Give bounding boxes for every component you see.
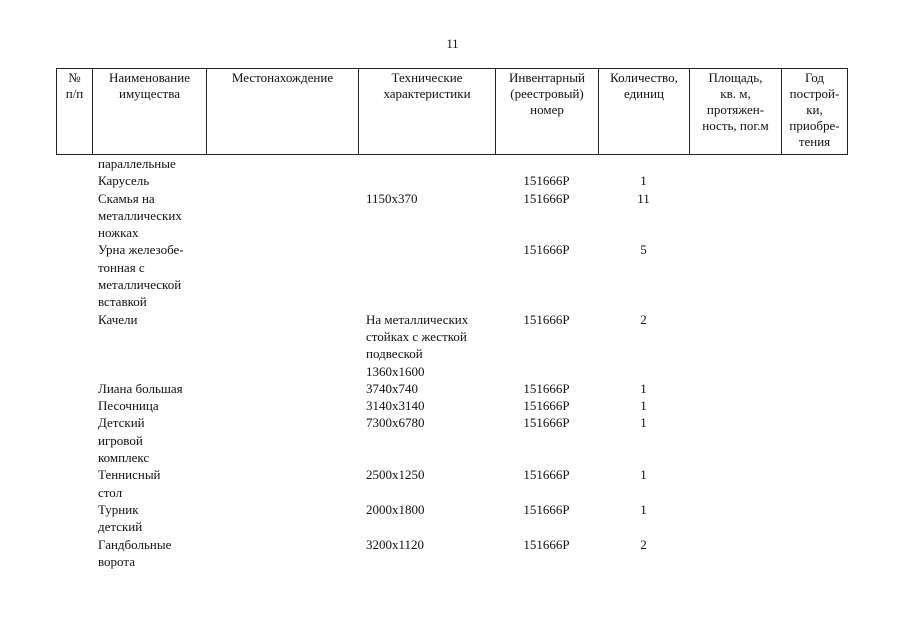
item-inventory: 151666Р <box>523 380 570 396</box>
item-inventory: 151666Р <box>523 242 570 258</box>
table-row <box>56 397 847 414</box>
item-specs: 2500х1250 <box>366 467 425 483</box>
item-specs: 3140х3140 <box>366 398 425 414</box>
item-quantity: 1 <box>640 398 647 414</box>
item-specs: 3200х1120 <box>366 536 425 552</box>
item-inventory <box>495 155 598 172</box>
item-name: Качели <box>98 311 138 327</box>
header-number: № п/п <box>57 69 93 155</box>
item-inventory: 151666Р <box>523 173 570 189</box>
page-number: 11 <box>446 37 459 51</box>
table-row <box>56 501 847 536</box>
table-row <box>56 311 847 380</box>
item-inventory: 151666Р <box>523 415 570 431</box>
table-row <box>56 190 847 242</box>
item-specs: 7300х6780 <box>366 415 425 431</box>
header-area: Площадь, кв. м, протяжен- ность, пог.м <box>690 69 782 155</box>
item-name: Карусель <box>98 173 150 189</box>
table-row <box>56 414 847 466</box>
header-year: Год построй- ки, приобре- тения <box>782 69 848 155</box>
item-name: Турник детский <box>98 501 143 535</box>
header-name: Наименование имущества <box>93 69 207 155</box>
header-location: Местонахождение <box>207 69 359 155</box>
table-header <box>56 68 848 155</box>
item-name: Песочница <box>98 398 159 414</box>
item-quantity: 2 <box>640 311 647 327</box>
item-specs: 1150х370 <box>366 190 418 206</box>
item-name: Скамья на металлических ножках <box>98 190 182 241</box>
table-row <box>56 172 847 189</box>
item-quantity: 1 <box>640 173 647 189</box>
item-quantity: 11 <box>637 190 650 206</box>
header-quantity: Количество, единиц <box>599 69 690 155</box>
table-body <box>56 155 847 570</box>
item-inventory: 151666Р <box>523 398 570 414</box>
item-inventory: 151666Р <box>523 467 570 483</box>
item-specs: 2000х1800 <box>366 501 425 517</box>
item-specs: На металлических стойках с жесткой подвеской 1360х1600 <box>366 311 469 379</box>
item-inventory: 151666Р <box>523 311 570 327</box>
table-row <box>56 241 847 310</box>
item-quantity: 1 <box>640 467 647 483</box>
item-inventory: 151666Р <box>523 501 570 517</box>
table-row <box>56 536 847 571</box>
item-quantity: 2 <box>640 536 647 552</box>
item-name: Лиана большая <box>98 380 183 396</box>
header-specs: Технические характеристики <box>359 69 496 155</box>
item-quantity <box>598 155 689 172</box>
item-specs: 3740х740 <box>366 380 418 396</box>
header-inventory: Инвентарный (реестровый) номер <box>496 69 599 155</box>
item-quantity: 1 <box>640 415 647 431</box>
item-name: Гандбольные ворота <box>98 536 172 569</box>
table-row <box>56 380 847 397</box>
item-specs <box>358 172 495 189</box>
table-row <box>56 155 847 172</box>
item-name: Теннисный стол <box>98 467 161 500</box>
table-row <box>56 466 847 501</box>
item-name: параллельные <box>98 156 176 171</box>
item-quantity: 1 <box>640 380 647 396</box>
item-inventory: 151666Р <box>523 190 570 206</box>
item-name: Детский игровой комплекс <box>98 415 150 466</box>
item-name: Урна железобе- тонная с металлической вставкой <box>98 242 184 310</box>
item-quantity: 1 <box>640 501 647 517</box>
item-specs <box>358 241 495 310</box>
item-inventory: 151666Р <box>523 536 570 552</box>
item-quantity: 5 <box>640 242 647 258</box>
item-specs <box>358 155 495 172</box>
